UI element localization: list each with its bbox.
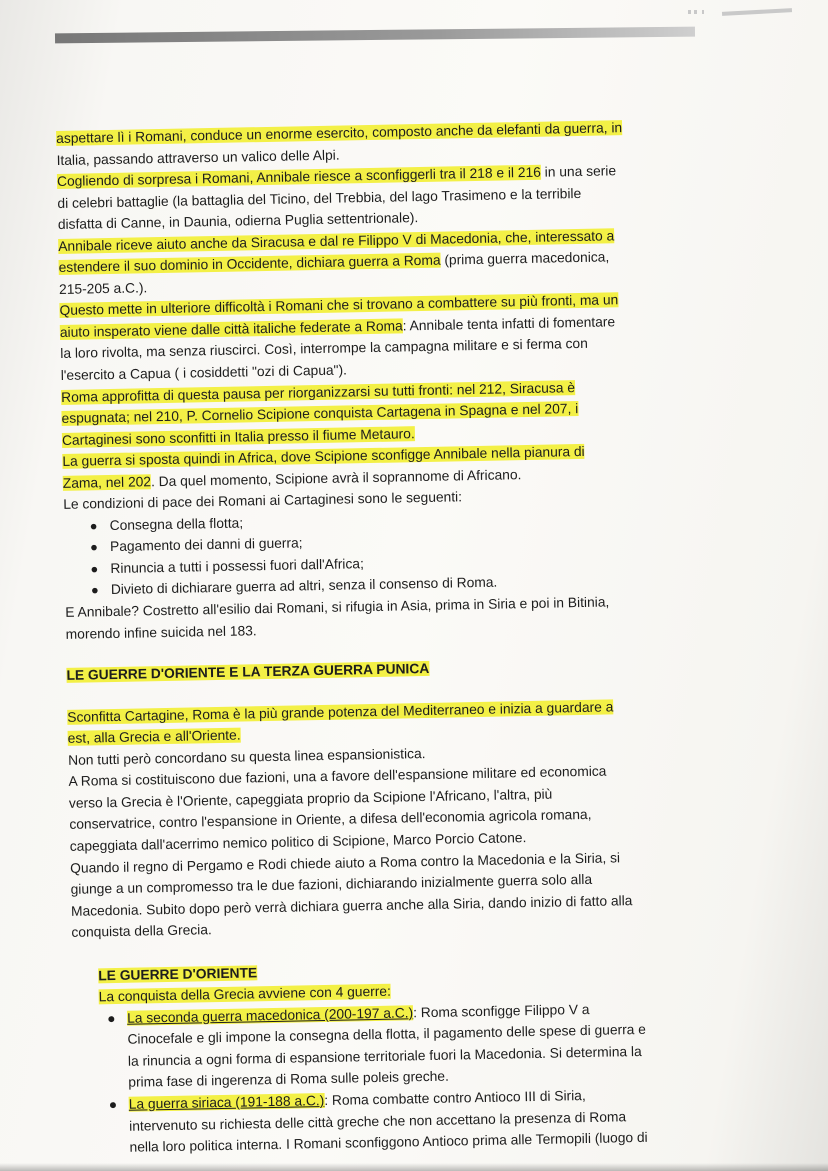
bullet-icon: ● [90,582,99,598]
bullet-icon: ● [89,518,98,534]
text-line: di celebri battaglie (la battaglia del Ticino, del Trebbia, del lago Trasimeno e la terribile [57,185,582,211]
text-line: morendo infine suicida nel 183. [65,622,257,642]
text-line: Annibale riceve aiuto anche da Siracusa e dal re Filippo V di Macedonia, che, interessato a [58,228,615,254]
text-line: estendere il suo dominio in Occidente, dichiara guerra a Roma (prima guerra macedonica, [58,249,610,276]
list-item: ● Pagamento dei danni di guerra; [86,525,724,559]
text-line: Questo mette in ulteriore difficoltà i Romani che si trovano a combattere su più fronti, ma un [59,292,619,319]
text-line: Zama, nel 202. Da quel momento, Scipione avrà il soprannome di Africano. [62,466,522,491]
text-line: Non tutti però concordano su questa linea espansionistica. [67,745,426,768]
top-corner-marks [688,6,798,20]
text-line: conservatrice, contro l'espansione in Oriente, a difesa dell'economia agricola romana, [69,807,592,833]
text-line: aspettare lì i Romani, conduce un enorme esercito, composto anche da elefanti da guerra, in [56,120,623,146]
text-line: espugnata; nel 210, P. Cornelio Scipione conquista Cartagena in Spagna e nel 207, i [61,401,579,427]
notes-text-block [56,115,736,1159]
text-line: verso la Grecia è l'Oriente, capeggiata proprio da Scipione l'Africano, l'altra, più [68,786,553,811]
page-bottom-shadow [0,1163,828,1171]
text-line: Macedonia. Subito dopo però verrà dichiara guerra anche alla Siria, dando inizio di fatto alla [70,892,633,919]
greek-wars-list [73,996,736,1159]
text-line: Cartaginesi sono sconfitti in Italia presso il fiume Metauro. [61,425,415,448]
section-heading: LE GUERRE D'ORIENTE [98,964,258,984]
text-line: E Annibale? Costretto all'esilio dai Romani, si rifugia in Asia, prima in Siria e poi in Bitinia, [65,594,610,620]
text-line: conquista della Grecia. [71,922,212,940]
text-line: capeggiata dall'acerrimo nemico politico di Scipione, Marco Porcio Catone. [69,830,527,854]
text-line: disfatta di Canne, in Daunia, odierna Puglia settentrionale). [57,210,419,233]
text-line: La guerra si sposta quindi in Africa, dove Scipione sconfigge Annibale nella pianura di [62,444,585,470]
peace-conditions-list [63,503,725,602]
list-item: ● La guerra siriaca (191-188 a.C.): Roma combatte contro Antioco III di Siria, intervenuto su richiesta delle città greche che non accettano la presenza di Roma nella loro politica interna. I Romani sconfiggono Antioco prima alle Termopili (luogo di [108,1087,648,1155]
list-item: ● Divieto di dichiarare guerra ad altri, senza il consenso di Roma. [87,568,725,602]
text-line: La conquista della Grecia avviene con 4 guerre: [98,983,392,1005]
text-line: 215-205 a.C.). [58,280,148,297]
text-line: Quando il regno di Pergamo e Rodi chiede aiuto a Roma contro la Macedonia e la Siria, si [70,849,621,876]
text-line: Roma approfitta di questa pausa per riorganizzarsi su tutti fronti: nel 212, Siracusa è [61,379,576,405]
peace-intro: Le condizioni di pace dei Romani ai Cartaginesi sono le seguenti: [63,489,463,513]
text-line: Sconfitta Cartagine, Roma è la più grande potenza del Mediterraneo e inizia a guardare a [67,699,614,725]
text-line: est, alla Grecia e all'Oriente. [67,727,241,747]
list-item: ● Consegna della flotta; [85,503,723,537]
text-line: giunge a un compromesso tra le due fazioni, dichiarando inizialmente guerra solo alla [70,871,593,897]
bullet-icon: ● [90,561,99,577]
section-heading: LE GUERRE D'ORIENTE E LA TERZA GUERRA PUNICA [66,661,430,684]
text-line: A Roma si costituiscono due fazioni, una a favore dell'espansione militare ed economica [68,763,607,790]
text-line: aiuto insperato viene dalle città italiche federate a Roma: Annibale tenta infatti di fomentare [59,314,616,340]
list-item: ● Rinuncia a tutti i possessi fuori dall'Africa; [86,546,724,580]
text-line: l'esercito a Capua ( i cosiddetti "ozi di Capua"). [60,362,348,383]
text-line: Italia, passando attraverso un valico delle Alpi. [56,147,340,168]
bullet-icon: ● [89,539,99,555]
bullet-icon: ● [106,1010,116,1026]
bullet-icon: ● [108,1096,118,1113]
list-item: ● La seconda guerra macedonica (200-197 a.C.): Roma sconfigge Filippo V a Cinocefale e gli impone la consegna della flotta, il pagamento delle spese di guerra e la rinuncia a ogni forma di espansione territoriale fuori la Macedonia. Si determina la prima fase di ingerenza di Roma sulle poleis greche. [106,1001,647,1091]
text-line: la loro rivolta, ma senza riuscirci. Così, interrompe la campagna militare e si ferma con [60,336,588,362]
text-line: Cogliendo di sorpresa i Romani, Annibale riesce a sconfiggerli tra il 218 e il 216 in una serie [56,163,617,190]
